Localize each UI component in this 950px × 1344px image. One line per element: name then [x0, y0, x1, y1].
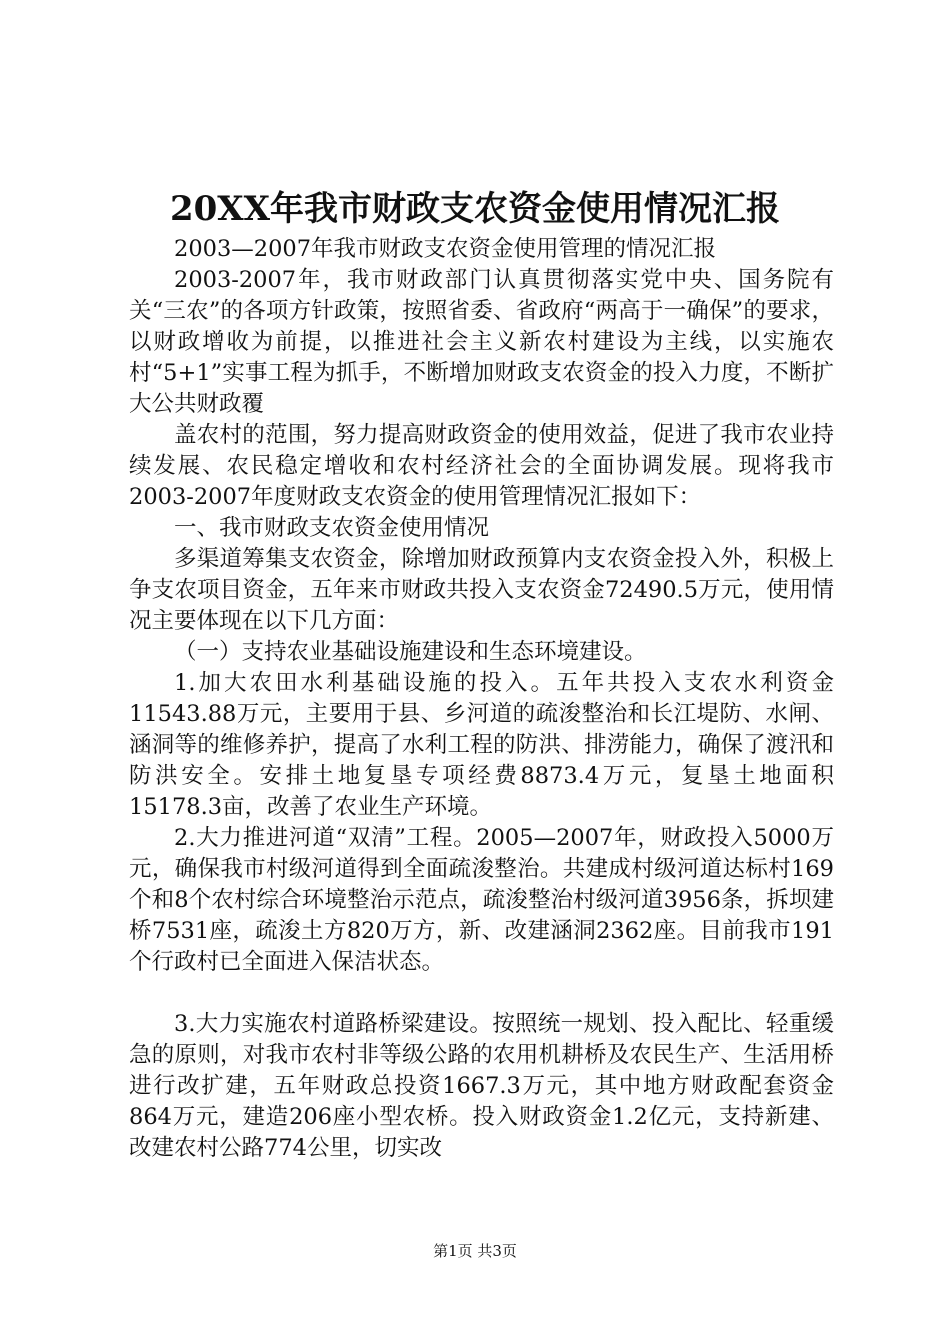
- paragraph-item-3: 3.大力实施农村道路桥梁建设。按照统一规划、投入配比、轻重缓急的原则，对我市农村非等级公路的农用机耕桥及农民生产、生活用桥进行改扩建，五年财政总投资1667.3万元，其中地方财政配套资金864万元，建造206座小型农桥。投入财政资金1.2亿元，支持新建、改建农村公路774公里，切实改: [129, 1011, 834, 1161]
- paragraph-subtitle: 2003—2007年我市财政支农资金使用管理的情况汇报: [174, 236, 717, 262]
- page-footer: 第1页 共3页: [433, 1242, 517, 1260]
- section-heading-1: 一、我市财政支农资金使用情况: [174, 515, 490, 541]
- document-body: [129, 234, 834, 1164]
- subsection-heading-1: （一）支持农业基础设施建设和生态环境建设。: [174, 639, 647, 665]
- paragraph-item-1: 1.加大农田水利基础设施的投入。五年共投入支农水利资金11543.88万元，主要用于县、乡河道的疏浚整治和长江堤防、水闸、涵洞等的维修养护，提高了水利工程的防洪、排涝能力，确保了渡汛和防洪安全。安排土地复垦专项经费8873.4万元，复垦土地面积15178.3亩，改善了农业生产环境。: [129, 670, 834, 820]
- paragraph-intro: 2003-2007年，我市财政部门认真贯彻落实党中央、国务院有关“三农”的各项方针政策，按照省委、省政府“两高于一确保”的要求，以财政增收为前提，以推进社会主义新农村建设为主线，以实施农村“5+1”实事工程为抓手，不断增加财政支农资金的投入力度，不断扩大公共财政覆: [129, 267, 834, 417]
- document-title: 20XX年我市财政支农资金使用情况汇报: [169, 189, 781, 229]
- paragraph-intro-continued: 盖农村的范围，努力提高财政资金的使用效益，促进了我市农业持续发展、农民稳定增收和农村经济社会的全面协调发展。现将我市2003-2007年度财政支农资金的使用管理情况汇报如下：: [129, 422, 834, 510]
- paragraph-item-2: 2.大力推进河道“双清”工程。2005—2007年，财政投入5000万元，确保我市村级河道得到全面疏浚整治。共建成村级河道达标村169个和8个农村综合环境整治示范点，疏浚整治村级河道3956条，拆坝建桥7531座，疏浚土方820万方，新、改建涵洞2362座。目前我市191个行政村已全面进入保洁状态。: [129, 825, 834, 975]
- paragraph-funding-overview: 多渠道筹集支农资金，除增加财政预算内支农资金投入外，积极上争支农项目资金，五年来市财政共投入支农资金72490.5万元，使用情况主要体现在以下几方面：: [129, 546, 834, 634]
